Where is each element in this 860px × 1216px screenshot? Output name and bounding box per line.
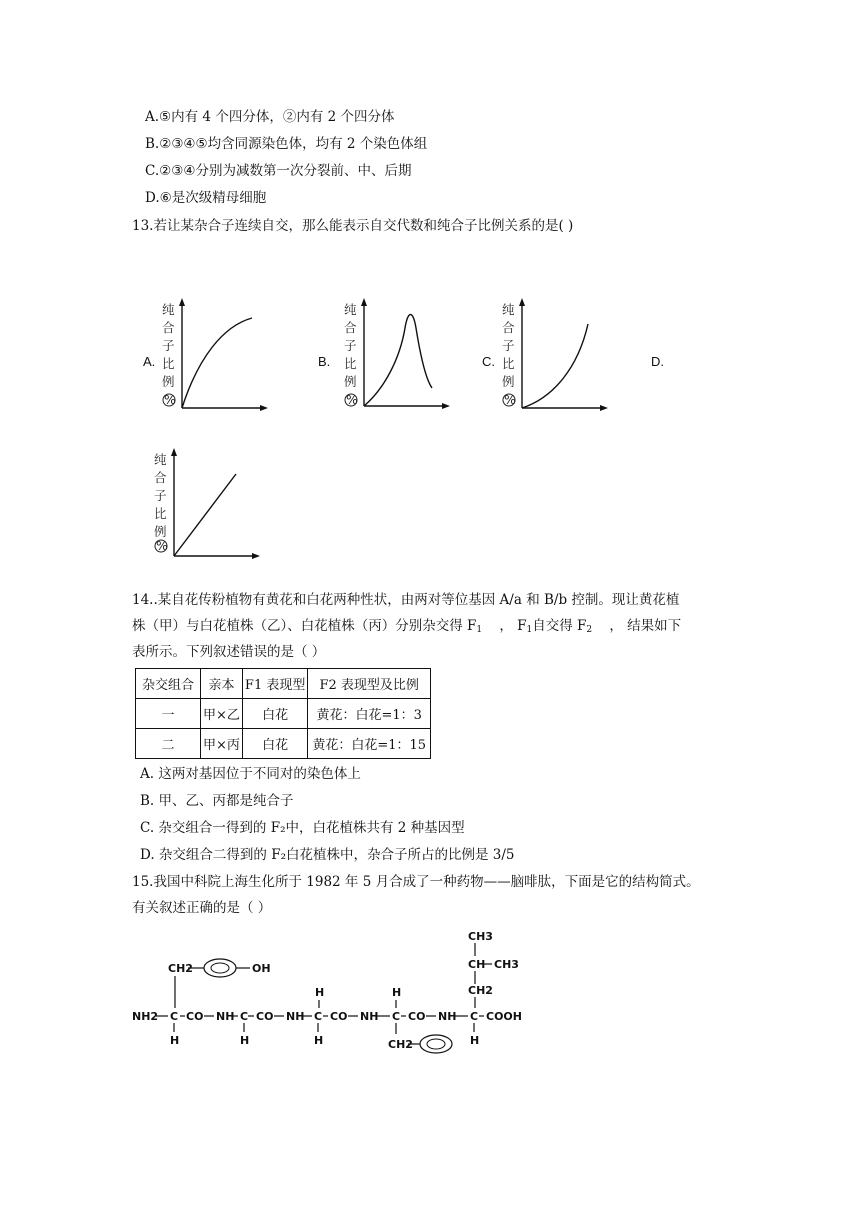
svg-text:%: % — [346, 392, 358, 407]
svg-text:合: 合 — [154, 470, 167, 485]
svg-text:NH: NH — [438, 1010, 457, 1023]
table-header-cell: F1 表现型 — [242, 669, 307, 699]
svg-text:%: % — [156, 538, 168, 553]
svg-text:例: 例 — [344, 374, 357, 389]
svg-text:H: H — [314, 1034, 324, 1047]
svg-text:例: 例 — [502, 374, 515, 389]
q12-option-d: D.⑥是次级精母细胞 — [145, 190, 267, 206]
q14-table — [135, 668, 431, 759]
svg-text:纯: 纯 — [502, 302, 515, 317]
table-cell: 黄花：白花=1：3 — [308, 699, 431, 729]
svg-text:%: % — [504, 392, 516, 407]
table-cell: 二 — [136, 729, 201, 759]
svg-text:H: H — [392, 986, 402, 999]
table-cell: 一 — [136, 699, 201, 729]
table-cell: 甲×丙 — [201, 729, 243, 759]
svg-text:比: 比 — [344, 356, 357, 371]
table-row — [136, 729, 431, 759]
svg-text:CH3: CH3 — [494, 958, 519, 971]
svg-text:例: 例 — [162, 374, 175, 389]
svg-text:%: % — [164, 392, 176, 407]
svg-text:比: 比 — [162, 356, 175, 371]
svg-text:合: 合 — [502, 320, 515, 335]
svg-text:C: C — [392, 1010, 401, 1023]
table-header-cell: 亲本 — [201, 669, 243, 699]
q13-label-a: A. — [143, 354, 156, 369]
svg-text:C: C — [170, 1010, 179, 1023]
svg-text:合: 合 — [162, 320, 175, 335]
q13-label-c: C. — [482, 354, 495, 369]
table-header-row — [136, 669, 431, 699]
q15-stem-line1: 15.我国中科院上海生化所于 1982 年 5 月合成了一种药物——脑啡肽，下面是它的结构简式。 — [132, 874, 700, 890]
q14-option-d: D. 杂交组合二得到的 F₂白花植株中，杂合子所占的比例是 3/5 — [140, 847, 515, 863]
svg-text:NH: NH — [286, 1010, 305, 1023]
q14-stem-line1: 14..某自花传粉植物有黄花和白花两种性状，由两对等位基因 A/a 和 B/b 控制。现让黄花植 — [132, 592, 680, 608]
svg-text:CO: CO — [330, 1010, 348, 1023]
q14-stem-line2: 株（甲）与白花植株（乙）、白花植株（丙）分别杂交得 $F_1$ ， $F_1$自交得 $F_2$ ， 结果如下 — [132, 618, 682, 635]
svg-text:CO: CO — [186, 1010, 204, 1023]
svg-text:H: H — [470, 1034, 480, 1047]
svg-text:CO: CO — [256, 1010, 274, 1023]
svg-text:H: H — [170, 1034, 180, 1047]
q13-stem: 13.若让某杂合子连续自交，那么能表示自交代数和纯合子比例关系的是( ) — [132, 218, 574, 234]
svg-text:比: 比 — [154, 506, 167, 521]
svg-text:子: 子 — [502, 338, 515, 353]
q14-option-c: C. 杂交组合一得到的 F₂中，白花植株共有 2 种基因型 — [140, 820, 465, 836]
q13-label-d: D. — [651, 354, 664, 369]
table-header-cell: F2 表现型及比例 — [308, 669, 431, 699]
svg-text:H: H — [240, 1034, 250, 1047]
svg-text:子: 子 — [344, 338, 357, 353]
svg-text:比: 比 — [502, 356, 515, 371]
table-header-cell: 杂交组合 — [136, 669, 201, 699]
q12-option-a: A.⑤内有 4 个四分体，②内有 2 个四分体 — [145, 109, 395, 125]
svg-text:COOH: COOH — [486, 1010, 522, 1023]
q13-graph-a — [158, 298, 270, 414]
svg-text:C: C — [470, 1010, 479, 1023]
svg-text:子: 子 — [154, 488, 167, 503]
table-cell: 白花 — [242, 729, 307, 759]
q14-stem-line3: 表所示。下列叙述错误的是（ ） — [132, 644, 326, 660]
q13-graph-c — [498, 298, 610, 414]
table-cell: 黄花：白花=1：15 — [308, 729, 431, 759]
q12-option-c: C.②③④分别为减数第一次分裂前、中、后期 — [145, 163, 412, 179]
svg-text:NH2: NH2 — [132, 1010, 159, 1023]
y-axis-label — [502, 302, 516, 407]
q12-option-b: B.②③④⑤均含同源染色体，均有 2 个染色体组 — [145, 136, 428, 152]
table-row — [136, 699, 431, 729]
svg-text:合: 合 — [344, 320, 357, 335]
svg-text:例: 例 — [154, 524, 167, 539]
q14-option-b: B. 甲、乙、丙都是纯合子 — [140, 793, 294, 809]
svg-text:OH: OH — [252, 962, 271, 975]
y-axis-label — [154, 452, 168, 553]
svg-text:CH: CH — [468, 958, 486, 971]
svg-text:纯: 纯 — [162, 302, 175, 317]
svg-text:纯: 纯 — [154, 452, 167, 467]
svg-text:NH: NH — [360, 1010, 379, 1023]
svg-text:子: 子 — [162, 338, 175, 353]
y-axis-label — [162, 302, 176, 407]
enkephalin-structure-formula — [130, 928, 550, 1088]
svg-text:CH2: CH2 — [468, 984, 493, 997]
table-cell: 甲×乙 — [201, 699, 243, 729]
q13-label-b: B. — [318, 354, 331, 369]
svg-text:C: C — [240, 1010, 249, 1023]
q13-graph-b — [340, 298, 452, 414]
svg-text:CO: CO — [408, 1010, 426, 1023]
y-axis-label — [344, 302, 358, 407]
q14-option-a: A. 这两对基因位于不同对的染色体上 — [140, 766, 361, 782]
svg-text:CH2: CH2 — [388, 1038, 413, 1051]
table-cell: 白花 — [242, 699, 307, 729]
svg-text:CH2: CH2 — [168, 962, 193, 975]
q15-stem-line2: 有关叙述正确的是（ ） — [132, 900, 272, 916]
q13-graph-d — [150, 448, 262, 564]
svg-text:纯: 纯 — [344, 302, 357, 317]
svg-text:NH: NH — [216, 1010, 235, 1023]
svg-text:C: C — [314, 1010, 323, 1023]
svg-text:CH3: CH3 — [468, 930, 493, 943]
svg-text:H: H — [315, 986, 325, 999]
